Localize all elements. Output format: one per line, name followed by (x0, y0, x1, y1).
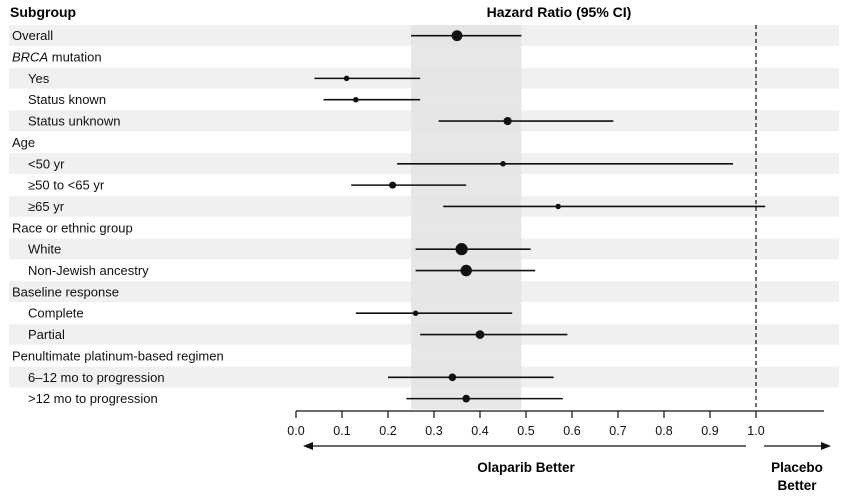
x-tick-label: 0.8 (655, 424, 673, 438)
subgroup-label-rest: mutation (48, 49, 102, 65)
subgroup-label: Status known (28, 92, 107, 108)
x-tick-label: 0.1 (333, 424, 351, 438)
x-tick-label: 0.4 (471, 424, 489, 438)
subgroup-label: Age (12, 134, 36, 150)
subgroup-label: ≥50 to <65 yr (28, 177, 105, 193)
overall-ci-band (411, 25, 521, 409)
hr-point (344, 76, 350, 82)
hr-point (460, 265, 471, 276)
hr-point (452, 30, 463, 41)
subgroup-label: <50 yr (28, 156, 65, 172)
x-tick-label: 0.2 (379, 424, 397, 438)
left-direction-label: Olaparib Better (477, 460, 575, 475)
subgroup-label: Yes (28, 70, 50, 86)
hr-point (449, 373, 457, 381)
hr-point (462, 395, 470, 403)
olaparib-better-arrowhead (303, 442, 313, 450)
hr-point (389, 182, 396, 189)
hr-point (504, 117, 512, 125)
right-direction-label-line-2: Better (777, 478, 817, 493)
x-axis-title: Hazard Ratio (95% CI) (486, 4, 632, 20)
hr-point (476, 330, 485, 339)
x-tick-label: 0.7 (609, 424, 627, 438)
x-tick-label: 0.0 (287, 424, 305, 438)
subgroup-label: Overall (12, 28, 54, 44)
subgroup-label: Partial (28, 327, 65, 343)
hr-point (455, 243, 467, 255)
x-axis (287, 411, 831, 450)
subgroup-label: ≥65 yr (28, 198, 65, 214)
subgroup-header: Subgroup (10, 4, 77, 20)
subgroup-label: Status unknown (28, 113, 121, 129)
subgroup-label: White (28, 241, 62, 257)
subgroup-label (12, 50, 102, 65)
hr-point (413, 310, 419, 316)
subgroup-label-italic: BRCA (12, 49, 49, 65)
x-tick-label: 1.0 (747, 424, 765, 438)
subgroup-label: Penultimate platinum-based regimen (12, 348, 224, 364)
subgroup-label: 6–12 mo to progression (28, 369, 165, 385)
x-tick-label: 0.9 (701, 424, 719, 438)
subgroup-label: Complete (28, 305, 84, 321)
hr-point (500, 161, 506, 167)
x-tick-label: 0.5 (517, 424, 535, 438)
subgroup-label: Race or ethnic group (12, 220, 133, 236)
subgroup-label: >12 mo to progression (28, 391, 158, 407)
subgroup-label: Baseline response (12, 284, 119, 300)
x-tick-label: 0.3 (425, 424, 443, 438)
placebo-better-arrowhead (821, 442, 831, 450)
hr-point (555, 204, 561, 210)
x-tick-label: 0.6 (563, 424, 581, 438)
subgroup-label: Non-Jewish ancestry (28, 263, 149, 279)
right-direction-label-line-1: Placebo (771, 460, 823, 475)
hr-point (353, 97, 359, 103)
